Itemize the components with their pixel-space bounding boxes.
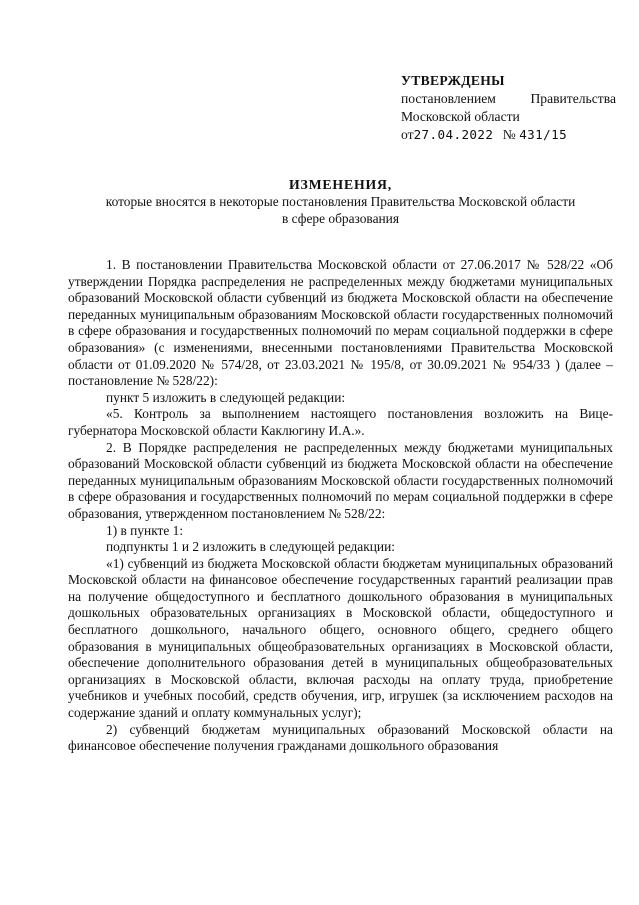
approval-date: 27.04.2022 [413,127,494,142]
paragraph-4: 2. В Порядке распределения не распределенных между бюджетами муниципальных образований Московской области субвенций из бюджета Московской области на обеспечение переданных муниципальным образованиям Московской области государственных полномочий в сфере образования и государственных полномочий по мерам социальной поддержки в сфере образования, утвержденном постановлением № 528/22: [68,439,613,521]
approval-line-1a: постановлением [401,91,496,106]
approval-line-1b: Правительства [530,91,616,106]
document-body [68,257,613,755]
document-heading [68,176,613,227]
approval-number-sign: № [502,127,516,142]
heading-subtitle-line-1: которые вносятся в некоторые постановления Правительства Московской области [105,194,576,209]
approval-ot: от [401,127,414,142]
heading-title: ИЗМЕНЕНИЯ, [288,177,393,192]
paragraph-5: 1) в пункте 1: [106,522,184,538]
paragraph-6: подпункты 1 и 2 изложить в следующей редакции: [106,539,395,555]
approval-line-2: Московской области [401,109,520,124]
paragraph-3: «5. Контроль за выполнением настоящего постановления возложить на Вице-губернатора Московской области Каклюгину И.А.». [68,406,613,438]
approval-line-1 [401,90,616,108]
paragraph-1: 1. В постановлении Правительства Московской области от 27.06.2017 № 528/22 «Об утверждении Порядка распределения не распределенных между бюджетами муниципальных образований Московской области субвенций из бюджета Московской области на обеспечение переданных муниципальным образованиям Московской области государственных полномочий в сфере образования и государственных полномочий по мерам социальной поддержки в сфере образования» (с изменениями, внесенными постановлениями Правительства Московской области от 01.09.2020 № 574/28, от 23.03.2021 № 195/8, от 30.09.2021 № 954/33 ) (далее – постановление № 528/22): [68,257,613,389]
approval-title: УТВЕРЖДЕНЫ [401,73,505,88]
paragraph-7: «1) субвенций из бюджета Московской области бюджетам муниципальных образований Московской области на финансовое обеспечение государственных гарантий реализации прав на получение общедоступного и бесплатного дошкольного образования в муниципальных дошкольных образовательных организациях в Московской области, общедоступного и бесплатного дошкольного, начального общего, основного общего, среднего общего образования в муниципальных общеобразовательных организациях в Московской области, обеспечение дополнительного образования детей в муниципальных общеобразовательных организациях в Московской области, включая расходы на оплату труда, приобретение учебников и учебных пособий, средств обучения, игр, игрушек (за исключением расходов на содержание зданий и оплату коммунальных услуг); [68,555,613,721]
paragraph-8: 2) субвенций бюджетам муниципальных образований Московской области на финансовое обеспечение получения гражданами дошкольного образования [68,721,613,754]
paragraph-2: пункт 5 изложить в следующей редакции: [106,389,346,405]
approval-date-line [401,126,616,144]
approval-number: 431/15 [519,127,568,142]
heading-subtitle-line-2: в сфере образования [281,211,400,226]
approval-stamp [401,72,616,144]
